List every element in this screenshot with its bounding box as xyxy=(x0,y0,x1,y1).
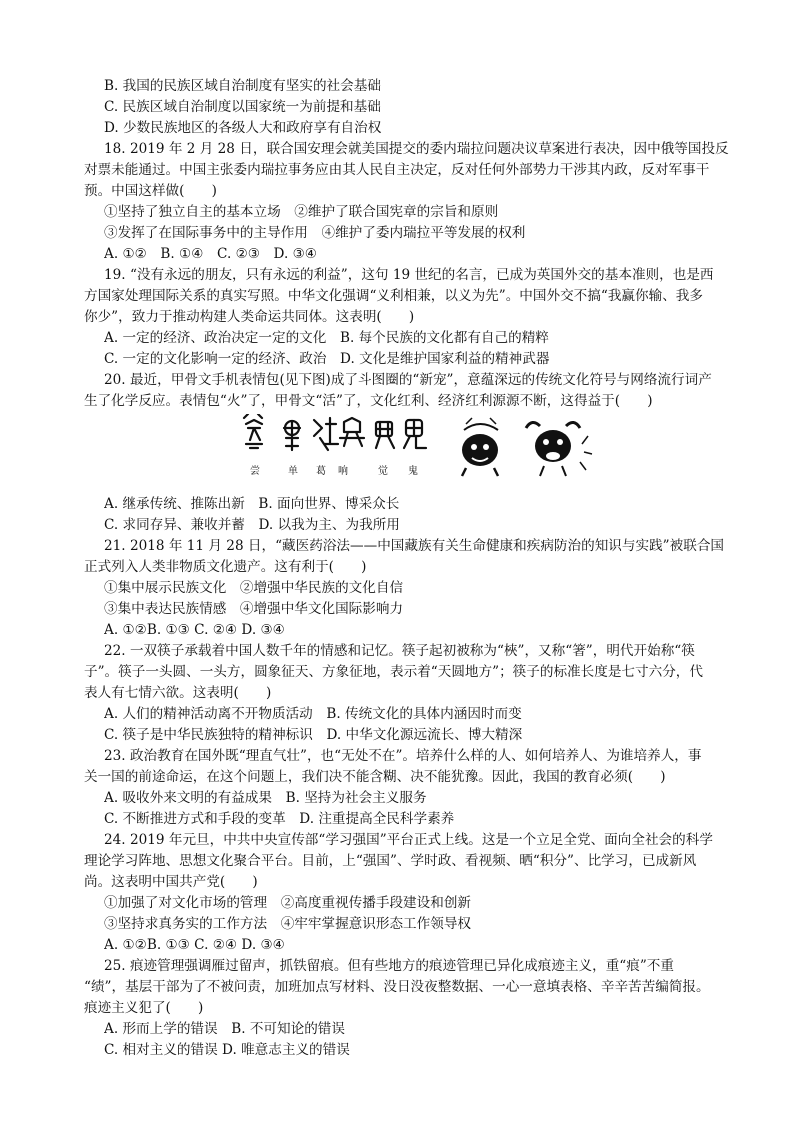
q19-options-ab: A. 一定的经济、政治决定一定的文化 B. 每个民族的文化都有自己的精粹 xyxy=(104,330,549,346)
q24-statements-2: ③坚持求真务实的工作方法 ④牢牢掌握意识形态工作领导权 xyxy=(104,916,472,932)
cartoon-emoji-2 xyxy=(526,422,592,476)
figure-caption-5: 觉 xyxy=(378,466,388,477)
q24-stem-line-1: 24. 2019 年元旦，中共中央宣传部“学习强国”平台正式上线。这是一个立足全党、面向全社会的科学 xyxy=(104,832,713,848)
q22-stem-line-1: 22. 一双筷子承载着中国人数千年的情感和记忆。筷子起初被称为“梜”，又称“箸”，明代开始称“筷 xyxy=(104,643,695,659)
q20-stem-line-1: 20. 最近，甲骨文手机表情包(见下图)成了斗图圈的“新宠”，意蕴深远的传统文化符号与网络流行词产 xyxy=(104,372,712,388)
oracle-glyph-2 xyxy=(284,421,300,450)
q21-stem-line-2: 正式列入人类非物质文化遗产。这有利于( ) xyxy=(84,559,367,575)
oracle-glyph-5 xyxy=(376,422,394,448)
figure-caption-4: 响 xyxy=(338,466,348,477)
q22-stem-line-2: 子”。筷子一头圆、一头方，圆象征天、方象征地，表示着“天圆地方”；筷子的标准长度是七寸六分，代 xyxy=(84,664,703,680)
q19-stem-line-2: 方国家处理国际关系的真实写照。中华文化强调“义利相兼，以义为先”。中国外交不搞“我赢你输、我多 xyxy=(84,288,703,304)
q18-options: A. ①② B. ①④ C. ②③ D. ③④ xyxy=(104,246,317,262)
q25-options-cd: C. 相对主义的错误 D. 唯意志主义的错误 xyxy=(104,1042,350,1058)
q21-statements-2: ③集中表达民族情感 ④增强中华文化国际影响力 xyxy=(104,601,404,617)
figure-caption-6: 鬼 xyxy=(408,466,418,477)
q24-stem-line-3: 尚。这表明中国共产党( ) xyxy=(84,874,258,890)
q19-stem-line-3: 你少”，致力于推动构建人类命运共同体。这表明( ) xyxy=(84,309,415,325)
q25-stem-line-1: 25. 痕迹管理强调雁过留声，抓铁留痕。但有些地方的痕迹管理已异化成痕迹主义，重“痕”不重 xyxy=(104,958,674,974)
q25-stem-line-2: “绩”，基层干部为了不被问责，加班加点写材料、没日没夜整数据、一心一意填表格、辛辛苦苦编简报。 xyxy=(84,979,710,995)
q23-options-ab: A. 吸收外来文明的有益成果 B. 坚持为社会主义服务 xyxy=(104,790,427,806)
q22-options-ab: A. 人们的精神活动离不开物质活动 B. 传统文化的具体内涵因时而变 xyxy=(104,706,522,722)
q24-stem-line-2: 理论学习阵地、思想文化聚合平台。目前，上“强国”、学时政、看视频、晒“积分”、比学习，已成新风 xyxy=(84,853,697,869)
oracle-glyph-1 xyxy=(244,414,262,448)
q18-stem-line-2: 对票未能通过。中国主张委内瑞拉事务应由其人民自主决定，反对任何外部势力干涉其内政，反对军事干 xyxy=(84,162,710,178)
q18-stem-line-3: 预。中国这样做( ) xyxy=(84,183,217,199)
oracle-glyph-3 xyxy=(314,418,338,450)
figure-caption-2: 单 xyxy=(288,466,298,477)
oracle-glyph-6 xyxy=(404,420,426,448)
q23-stem-line-2: 关一国的前途命运，在这个问题上，我们决不能含糊、决不能犹豫。因此，我国的教育必须( ) xyxy=(84,769,666,785)
q24-options: A. ①②B. ①③ C. ②④ D. ③④ xyxy=(104,937,285,953)
q23-options-cd: C. 不断推进方式和手段的变革 D. 注重提高全民科学素养 xyxy=(104,811,455,827)
figure-caption-1: 尝 xyxy=(250,466,260,477)
q19-stem-line-1: 19. “没有永远的朋友，只有永远的利益”，这句 19 世纪的名言，已成为英国外交的基本准则，也是西 xyxy=(104,267,714,283)
q21-options: A. ①②B. ①③ C. ②④ D. ③④ xyxy=(104,622,285,638)
q18-stem-line-1: 18. 2019 年 2 月 28 日，联合国安理会就美国提交的委内瑞拉问题决议草案进行表决，因中俄等国投反 xyxy=(104,141,729,157)
q21-statements-1: ①集中展示民族文化 ②增强中华民族的文化自信 xyxy=(104,580,404,596)
q20-stem-line-2: 生了化学反应。表情包“火”了，甲骨文“活”了，文化红利、经济红利源源不断，这得益于( ) xyxy=(84,393,653,409)
q24-statements-1: ①加强了对文化市场的管理 ②高度重视传播手段建设和创新 xyxy=(104,895,472,911)
q22-stem-line-3: 表人有七情六欲。这表明( ) xyxy=(84,685,272,701)
q17-option-c: C. 民族区域自治制度以国家统一为前提和基础 xyxy=(104,99,381,115)
q19-options-cd: C. 一定的文化影响一定的经济、政治 D. 文化是维护国家利益的精神武器 xyxy=(104,351,550,367)
oracle-bone-emoji-figure xyxy=(240,414,600,482)
q23-stem-line-1: 23. 政治教育在国外既“理直气壮”，也“无处不在”。培养什么样的人、如何培养人、为谁培养人，事 xyxy=(104,748,702,764)
q20-options-ab: A. 继承传统、推陈出新 B. 面向世界、博采众长 xyxy=(104,496,400,512)
oracle-glyph-4 xyxy=(340,418,364,446)
q21-stem-line-1: 21. 2018 年 11 月 28 日，“藏医药浴法——中国藏族有关生命健康和疾病防治的知识与实践”被联合国 xyxy=(104,538,725,554)
figure-caption-3: 葛 xyxy=(316,466,326,477)
q25-options-ab: A. 形而上学的错误 B. 不可知论的错误 xyxy=(104,1021,345,1037)
q17-option-d: D. 少数民族地区的各级人大和政府享有自治权 xyxy=(104,120,382,136)
q22-options-cd: C. 筷子是中华民族独特的精神标识 D. 中华文化源远流长、博大精深 xyxy=(104,727,523,743)
q18-statements-1: ①坚持了独立自主的基本立场 ②维护了联合国宪章的宗旨和原则 xyxy=(104,204,499,220)
q17-option-b: B. 我国的民族区域自治制度有坚实的社会基础 xyxy=(104,78,381,94)
cartoon-emoji-1 xyxy=(462,418,498,476)
q25-stem-line-3: 痕迹主义犯了( ) xyxy=(84,1000,204,1016)
q20-options-cd: C. 求同存异、兼收并蓄 D. 以我为主、为我所用 xyxy=(104,517,400,533)
q18-statements-2: ③发挥了在国际事务中的主导作用 ④维护了委内瑞拉平等发展的权利 xyxy=(104,225,526,241)
